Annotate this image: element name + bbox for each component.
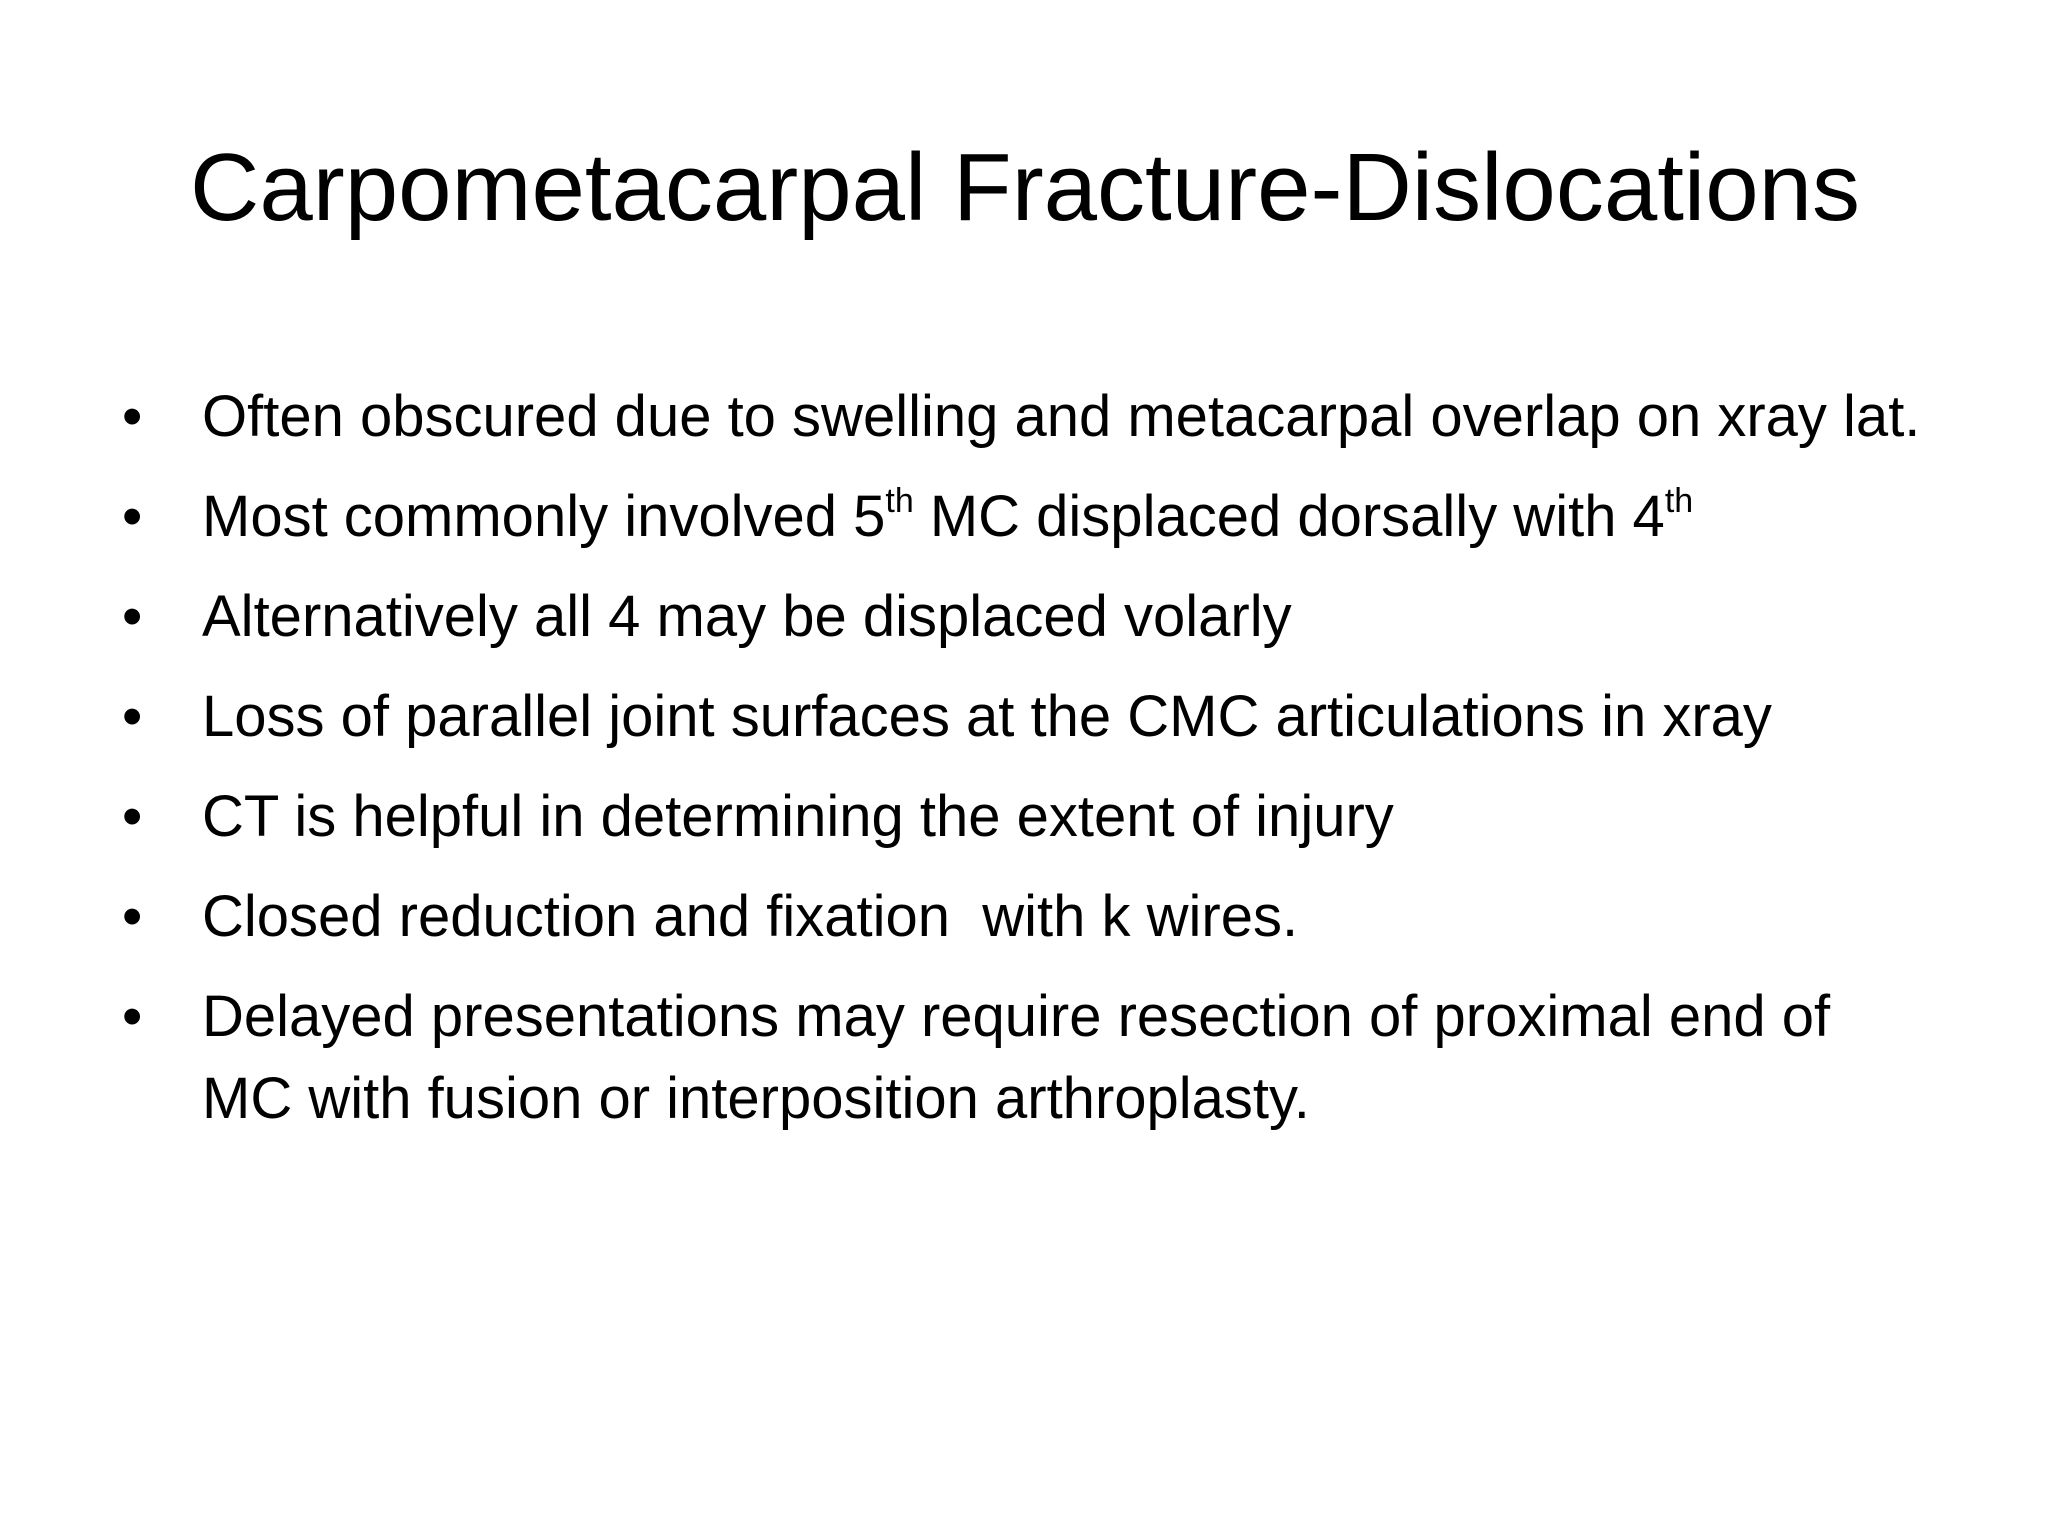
bullet-dot-icon: •	[122, 584, 143, 649]
bullet-item	[122, 776, 1922, 858]
bullet-text	[202, 484, 1693, 549]
bullet-text: Delayed presentations may require resection of proximal end of MC with fusion or interposition arthroplasty.	[202, 984, 1831, 1131]
bullet-text: Alternatively all 4 may be displaced volarly	[202, 584, 1292, 649]
bullet-dot-icon: •	[122, 484, 143, 549]
superscript-th: th	[885, 482, 914, 520]
slide-title: Carpometacarpal Fracture-Dislocations	[190, 134, 1860, 241]
bullet-item	[122, 876, 1922, 958]
bullet-text: Loss of parallel joint surfaces at the CMC articulations in xray	[202, 684, 1772, 749]
bullet-item	[122, 476, 1922, 558]
bullet-item	[122, 576, 1922, 658]
bullet-text: Closed reduction and fixation with k wires.	[202, 884, 1299, 949]
bullet-item	[122, 376, 1922, 458]
bullet-text-part: Most commonly involved 5	[202, 484, 886, 549]
bullet-item	[122, 676, 1922, 758]
bullet-list	[122, 376, 1922, 1158]
bullet-item	[122, 976, 1922, 1140]
bullet-dot-icon: •	[122, 684, 143, 749]
bullet-dot-icon: •	[122, 384, 143, 449]
bullet-dot-icon: •	[122, 984, 143, 1049]
bullet-dot-icon: •	[122, 784, 143, 849]
bullet-text: Often obscured due to swelling and metacarpal overlap on xray lat.	[202, 384, 1921, 449]
superscript-th: th	[1664, 482, 1694, 520]
bullet-text-part: MC displaced dorsally with 4	[913, 484, 1665, 549]
bullet-dot-icon: •	[122, 884, 143, 949]
bullet-text: CT is helpful in determining the extent of injury	[202, 784, 1394, 849]
